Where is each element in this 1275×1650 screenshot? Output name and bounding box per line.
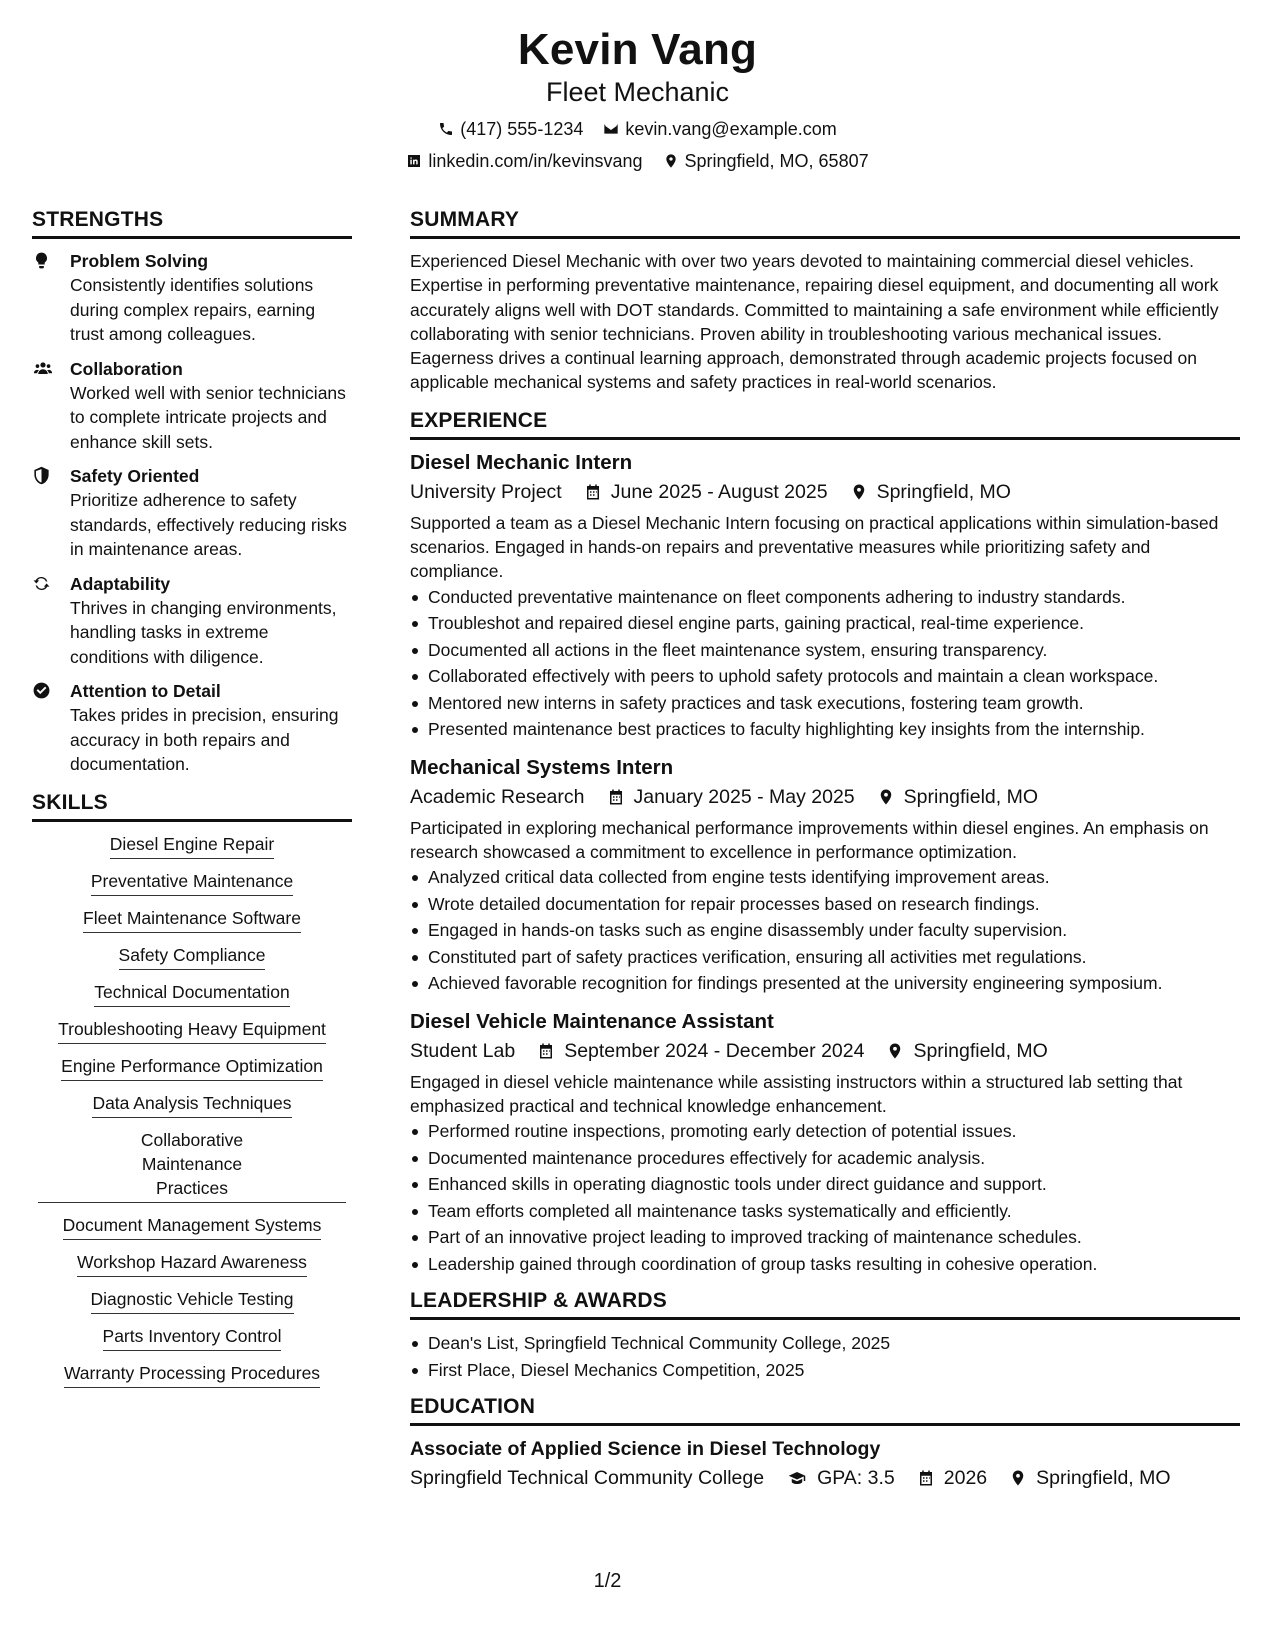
strength-item <box>32 572 352 670</box>
shield-icon <box>32 466 51 485</box>
bullet-item: Enhanced skills in operating diagnostic tools under direct guidance and support. <box>410 1171 1240 1198</box>
strength-desc: Thrives in changing environments, handling tasks in extreme conditions with diligence. <box>70 597 337 667</box>
skill-label: Troubleshooting Heavy Equipment <box>58 1017 326 1044</box>
bullet-item: Documented maintenance procedures effectively for academic analysis. <box>410 1145 1240 1172</box>
job-org: University Project <box>410 480 562 503</box>
skill-item <box>32 832 352 859</box>
leadership-heading: LEADERSHIP & AWARDS <box>410 1289 1240 1320</box>
calendar-icon <box>584 483 602 501</box>
education-location: Springfield, MO <box>1036 1467 1171 1490</box>
job-dates: June 2025 - August 2025 <box>610 480 828 503</box>
job-location: Springfield, MO <box>913 1039 1048 1062</box>
job-org: Academic Research <box>410 785 585 808</box>
skill-item <box>32 1091 352 1118</box>
calendar-icon <box>537 1042 555 1060</box>
job-meta <box>410 784 1240 810</box>
page-number-text: 1/2 <box>593 1570 622 1592</box>
candidate-name: Kevin Vang <box>517 25 758 74</box>
skill-item <box>32 1054 352 1081</box>
bullet-item: Documented all actions in the fleet maintenance system, ensuring transparency. <box>410 637 1240 664</box>
resume-body <box>32 208 1243 1497</box>
contact-row-1 <box>0 118 1275 140</box>
leadership-section <box>410 1289 1240 1383</box>
skill-label: Preventative Maintenance <box>91 869 293 896</box>
job-org: Student Lab <box>410 1039 516 1062</box>
strengths-heading: STRENGTHS <box>32 208 352 239</box>
bullet-item: Collaborated effectively with peers to uphold safety protocols and maintain a clean workspace. <box>410 663 1240 690</box>
skill-label: Diagnostic Vehicle Testing <box>91 1287 294 1314</box>
skill-label: Fleet Maintenance Software <box>83 906 301 933</box>
bullet-item: Engaged in hands-on tasks such as engine disassembly under faculty supervision. <box>410 917 1240 944</box>
job-title: Diesel Vehicle Maintenance Assistant <box>410 1009 774 1033</box>
gpa-text: GPA: 3.5 <box>817 1467 895 1490</box>
contact-row-2 <box>0 150 1275 172</box>
job-bullets <box>410 584 1240 743</box>
map-pin-icon <box>850 483 868 501</box>
awards-list <box>410 1330 1240 1383</box>
left-column <box>32 208 352 1497</box>
bullet-item: Presented maintenance best practices to faculty highlighting key insights from the internship. <box>410 716 1240 743</box>
experience-heading: EXPERIENCE <box>410 409 1240 440</box>
job-description: Participated in exploring mechanical performance improvements within diesel engines. An emphasis on research showcased a commitment to excellence in performance optimization. <box>410 817 1209 862</box>
map-pin-icon <box>663 153 679 169</box>
linkedin-icon <box>406 153 422 169</box>
education-meta <box>410 1465 1240 1491</box>
bullet-item: Achieved favorable recognition for findings presented at the university engineering symposium. <box>410 970 1240 997</box>
strength-name: Adaptability <box>70 573 171 594</box>
skill-label: Diesel Engine Repair <box>110 832 274 859</box>
mail-icon <box>603 121 619 137</box>
check-circle-icon <box>32 681 51 700</box>
skill-label: Collaborative Maintenance Practices <box>38 1128 346 1203</box>
strength-item <box>32 249 352 347</box>
job-bullets <box>410 864 1240 997</box>
strength-item <box>32 357 352 455</box>
lightbulb-icon <box>32 251 51 270</box>
location-contact <box>663 150 869 172</box>
strength-name: Attention to Detail <box>70 681 221 701</box>
skill-label: Workshop Hazard Awareness <box>77 1250 307 1277</box>
candidate-title: Fleet Mechanic <box>545 77 730 107</box>
bullet-item: Constituted part of safety practices verification, ensuring all activities met regulations. <box>410 944 1240 971</box>
job-bullets <box>410 1118 1240 1277</box>
skill-item <box>32 1361 352 1388</box>
job-meta <box>410 1038 1240 1064</box>
skill-item <box>32 1017 352 1044</box>
strength-name: Problem Solving <box>70 251 209 271</box>
linkedin-contact[interactable] <box>406 150 642 172</box>
skill-item <box>32 1213 352 1240</box>
job-entry <box>410 450 1240 743</box>
skill-item <box>32 906 352 933</box>
linkedin-text[interactable]: linkedin.com/in/kevinsvang <box>428 151 643 171</box>
strength-name: Safety Oriented <box>70 466 200 486</box>
bullet-item: Leadership gained through coordination of group tasks resulting in cohesive operation. <box>410 1251 1240 1278</box>
skills-list <box>32 832 352 1388</box>
strength-desc: Prioritize adherence to safety standards, effectively reducing risks in maintenance areas. <box>70 490 347 559</box>
education-heading: EDUCATION <box>410 1395 1240 1426</box>
skill-label: Warranty Processing Procedures <box>64 1361 320 1388</box>
resume-header <box>0 0 1275 172</box>
skill-item <box>32 1324 352 1351</box>
skill-label: Technical Documentation <box>94 980 290 1007</box>
job-meta <box>410 479 1240 505</box>
summary-text: Experienced Diesel Mechanic with over two years devoted to maintaining commercial diesel vehicles. Expertise in performing preventative maintenance, repairing diesel equipment, and documenting all work accurately aligns well with DOT standards. Committed to maintaining a safe environment while efficiently collaborating with senior technicians. Proven ability in troubleshooting various mechanical issues. Eagerness drives a continual learning approach, demonstrated through academic projects focused on applicable mechanical systems and safety practices in real-world scenarios. <box>410 251 1219 393</box>
location-text: Springfield, MO, 65807 <box>684 151 869 171</box>
bullet-item: Mentored new interns in safety practices and task executions, fostering team growth. <box>410 690 1240 717</box>
job-description: Engaged in diesel vehicle maintenance while assisting instructors within a structured lab setting that emphasized practical and technical knowledge enhancement. <box>410 1071 1183 1117</box>
skill-label: Safety Compliance <box>119 943 266 970</box>
strength-desc: Worked well with senior technicians to complete intricate projects and enhance skill sets. <box>70 382 346 452</box>
summary-heading: SUMMARY <box>410 208 1240 239</box>
phone-contact <box>438 118 583 140</box>
award-item: Dean's List, Springfield Technical Community College, 2025 <box>410 1330 1240 1357</box>
page-number <box>0 1570 1275 1593</box>
skill-item <box>32 869 352 896</box>
job-title: Diesel Mechanic Intern <box>410 450 633 474</box>
skill-item <box>32 1287 352 1314</box>
job-entry <box>410 755 1240 997</box>
skill-item <box>32 980 352 1007</box>
graduation-cap-icon <box>786 1469 808 1487</box>
strength-name: Collaboration <box>70 358 183 379</box>
phone-icon <box>438 121 454 137</box>
bullet-item: Part of an innovative project leading to improved tracking of maintenance schedules. <box>410 1224 1240 1251</box>
skill-item <box>32 1250 352 1277</box>
bullet-item: Analyzed critical data collected from engine tests identifying improvement areas. <box>410 864 1240 891</box>
strength-desc: Consistently identifies solutions during complex repairs, earning trust among colleagues. <box>70 275 316 344</box>
refresh-icon <box>32 574 51 593</box>
degree-title: Associate of Applied Science in Diesel Technology <box>410 1438 881 1461</box>
users-icon <box>32 359 54 378</box>
job-entry <box>410 1009 1240 1278</box>
skills-heading: SKILLS <box>32 791 352 822</box>
phone-text: (417) 555-1234 <box>460 119 584 139</box>
bullet-item: Troubleshot and repaired diesel engine parts, gaining practical, real-time experience. <box>410 610 1240 637</box>
job-location: Springfield, MO <box>876 480 1011 503</box>
job-dates: September 2024 - December 2024 <box>564 1039 865 1062</box>
email-contact[interactable] <box>603 118 836 140</box>
job-location: Springfield, MO <box>903 785 1039 808</box>
skill-label: Data Analysis Techniques <box>92 1091 291 1118</box>
right-column <box>410 208 1240 1497</box>
job-title: Mechanical Systems Intern <box>410 755 674 779</box>
skill-label: Engine Performance Optimization <box>61 1054 323 1081</box>
skill-item <box>32 1128 352 1203</box>
strength-item <box>32 464 352 562</box>
education-section <box>410 1395 1240 1491</box>
job-description: Supported a team as a Diesel Mechanic Intern focusing on practical applications within simulation-based scenarios. Engaged in hands-on repairs and preventative measures while prioritizing safety and compliance. <box>410 512 1219 582</box>
email-text[interactable]: kevin.vang@example.com <box>625 119 837 139</box>
skill-label: Document Management Systems <box>63 1213 322 1240</box>
bullet-item: Wrote detailed documentation for repair processes based on research findings. <box>410 891 1240 918</box>
bullet-item: Conducted preventative maintenance on fleet components adhering to industry standards. <box>410 584 1240 611</box>
school-name: Springfield Technical Community College <box>410 1467 765 1490</box>
bullet-item: Team efforts completed all maintenance tasks systematically and efficiently. <box>410 1198 1240 1225</box>
calendar-icon <box>917 1469 935 1487</box>
strengths-list <box>32 249 352 777</box>
strength-item <box>32 679 352 777</box>
job-dates: January 2025 - May 2025 <box>633 785 855 808</box>
calendar-icon <box>607 788 625 806</box>
bullet-item: Performed routine inspections, promoting early detection of potential issues. <box>410 1118 1240 1145</box>
map-pin-icon <box>886 1042 904 1060</box>
map-pin-icon <box>1009 1469 1027 1487</box>
skill-label: Parts Inventory Control <box>103 1324 282 1351</box>
award-item: First Place, Diesel Mechanics Competition, 2025 <box>410 1357 1240 1384</box>
strength-desc: Takes prides in precision, ensuring accuracy in both repairs and documentation. <box>70 705 339 774</box>
graduation-year: 2026 <box>943 1467 988 1490</box>
skills-section <box>32 791 352 1388</box>
skill-item <box>32 943 352 970</box>
map-pin-icon <box>877 788 895 806</box>
